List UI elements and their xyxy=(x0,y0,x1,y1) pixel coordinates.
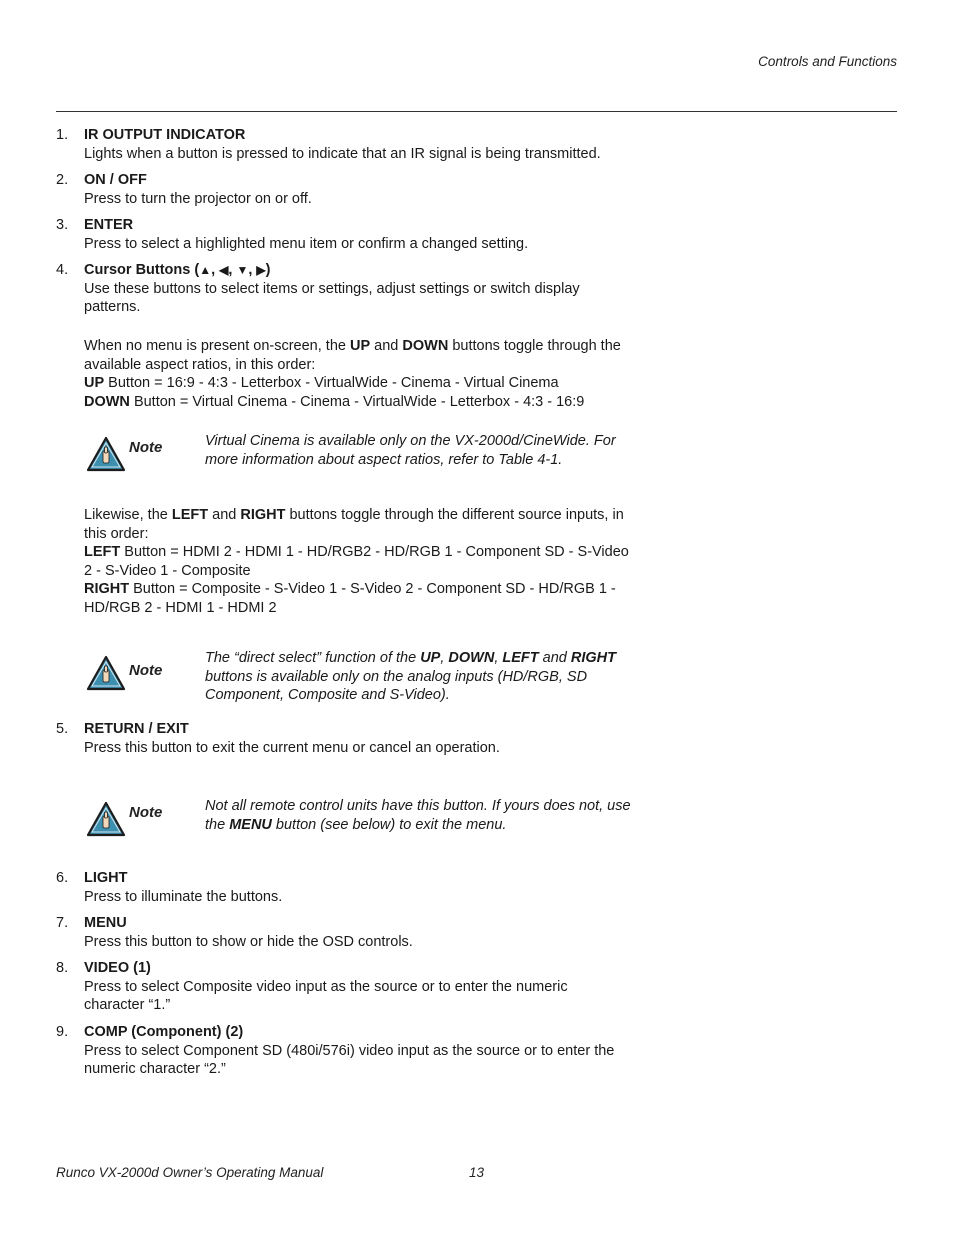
warning-hand-icon xyxy=(86,801,126,837)
note-label: Note xyxy=(129,662,163,679)
header-rule xyxy=(56,111,897,112)
item-desc: Press to select Composite video input as the source or to enter the numeric xyxy=(84,978,568,995)
item-desc: Press to illuminate the buttons. xyxy=(84,888,283,905)
note-box xyxy=(84,797,664,845)
down-arrow-icon: ▼ xyxy=(236,263,249,277)
list-item xyxy=(56,914,656,951)
up-sequence: UP Button = 16:9 - 4:3 - Letterbox - VirtualWide - Cinema - Virtual Cinema xyxy=(84,375,559,392)
item-desc: Press this button to show or hide the OSD controls. xyxy=(84,933,413,950)
item-number: 3. xyxy=(56,217,69,233)
list-item xyxy=(56,261,656,317)
footer-manual-title: Runco VX-2000d Owner’s Operating Manual xyxy=(56,1165,324,1180)
warning-hand-icon xyxy=(86,655,126,691)
note-box xyxy=(84,432,664,480)
list-item xyxy=(56,126,656,163)
item-desc: Lights when a button is pressed to indicate that an IR signal is being transmitted. xyxy=(84,145,601,162)
list-item xyxy=(56,959,656,1015)
item-title: LIGHT xyxy=(84,870,128,886)
page-number: 13 xyxy=(469,1165,485,1180)
warning-hand-icon xyxy=(86,436,126,472)
item-number: 7. xyxy=(56,915,69,931)
up-arrow-icon: ▲ xyxy=(199,263,212,277)
item-title: MENU xyxy=(84,915,127,931)
list-item xyxy=(56,171,656,208)
note-label: Note xyxy=(129,439,163,456)
item-desc: patterns. xyxy=(84,299,141,316)
note-box xyxy=(84,649,664,709)
left-arrow-icon: ◀ xyxy=(219,263,229,277)
item-number: 5. xyxy=(56,721,69,737)
item-desc: character “1.” xyxy=(84,997,171,1014)
item-title: COMP (Component) (2) xyxy=(84,1024,244,1040)
note-text: Not all remote control units have this button. If yours does not, use the MENU button (see below) to exit the menu. xyxy=(205,798,631,833)
item-number: 8. xyxy=(56,960,69,976)
item-number: 4. xyxy=(56,262,69,278)
item-number: 6. xyxy=(56,870,69,886)
item-number: 9. xyxy=(56,1024,69,1040)
item-title: IR OUTPUT INDICATOR xyxy=(84,127,246,143)
item-desc: Press this button to exit the current menu or cancel an operation. xyxy=(84,739,500,756)
note-text: The “direct select” function of the UP, DOWN, LEFT and RIGHT buttons is available only on the analog inputs (HD/RGB, SD Component, Composite and S-Video). xyxy=(205,650,616,704)
item-desc: Press to turn the projector on or off. xyxy=(84,190,312,207)
list-item xyxy=(56,869,656,906)
item-number: 2. xyxy=(56,172,69,188)
list-item xyxy=(56,1023,656,1079)
item-title: RETURN / EXIT xyxy=(84,721,189,737)
note-label: Note xyxy=(129,804,163,821)
item-title: Cursor Buttons (▲, ◀, ▼, ▶) xyxy=(84,262,271,278)
running-header: Controls and Functions xyxy=(758,54,897,69)
item-title: VIDEO (1) xyxy=(84,960,151,976)
item-desc: Use these buttons to select items or settings, adjust settings or switch display xyxy=(84,280,580,297)
item-desc: numeric character “2.” xyxy=(84,1061,226,1078)
item-title: ENTER xyxy=(84,217,134,233)
left-sequence: LEFT Button = HDMI 2 - HDMI 1 - HD/RGB2 - HD/RGB 1 - Component SD - S-Video xyxy=(84,544,629,561)
updown-paragraph: When no menu is present on-screen, the UP and DOWN buttons toggle through the available aspect ratios, in this order: UP Button = 16:9 - 4:3 - Letterbox - VirtualWide - Cinema - Virtual Cinema DOWN Button = Virtual Cinema - Cinema - VirtualWide - Letterbox - 4:3 - 16:9 xyxy=(84,337,664,411)
right-sequence: RIGHT Button = Composite - S-Video 1 - S-Video 2 - Component SD - HD/RGB 1 - xyxy=(84,581,616,598)
item-number: 1. xyxy=(56,127,69,143)
item-desc: Press to select a highlighted menu item or confirm a changed setting. xyxy=(84,235,529,252)
item-title: ON / OFF xyxy=(84,172,147,188)
list-item xyxy=(56,216,656,253)
down-sequence: DOWN Button = Virtual Cinema - Cinema - VirtualWide - Letterbox - 4:3 - 16:9 xyxy=(84,393,585,410)
list-item xyxy=(56,720,656,757)
item-desc: Press to select Component SD (480i/576i) video input as the source or to enter the xyxy=(84,1042,615,1059)
note-text: Virtual Cinema is available only on the VX-2000d/CineWide. For more information about aspect ratios, refer to Table 4-1. xyxy=(205,433,616,468)
right-arrow-icon: ▶ xyxy=(256,263,266,277)
leftright-paragraph: Likewise, the LEFT and RIGHT buttons toggle through the different source inputs, in this order: LEFT Button = HDMI 2 - HDMI 1 - HD/RGB2 - HD/RGB 1 - Component SD - S-Video 2 - S-Video 1 - Composite RIGHT Button = Composite - S-Video 1 - S-Video 2 - Component SD - HD/RGB 1 - HD/RGB 2 - HDMI 1 - HDMI 2 xyxy=(84,506,664,618)
